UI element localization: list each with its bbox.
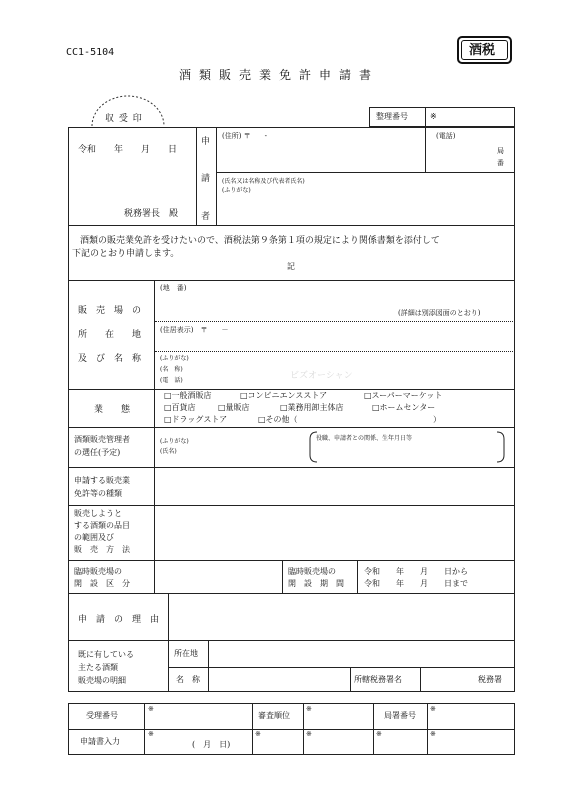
reason-label: 申 請 の 理 由	[78, 615, 160, 625]
shop-furigana[interactable]: (ふりがな)	[160, 355, 189, 362]
biz-other[interactable]: □その他（	[258, 415, 298, 424]
license-label-1: 申請する販売業	[74, 476, 130, 485]
temp-label-2: 開 設 区 分	[74, 579, 130, 588]
existing-label-1: 既に有している	[78, 650, 134, 659]
existing-office-suffix: 税務署	[478, 675, 502, 684]
temp-label-1: 臨時販売場の	[74, 567, 122, 576]
bureau-mark: ※	[430, 705, 436, 713]
chiban-field[interactable]: (地 番)	[160, 284, 187, 292]
ref-no-label: 整理番号	[376, 112, 408, 121]
temp-period-1: 臨時販売場の	[288, 567, 336, 576]
manager-name[interactable]: (氏名)	[160, 448, 177, 455]
existing-name-label: 名 称	[176, 675, 200, 684]
license-label-2: 免許等の種類	[74, 489, 122, 498]
scope-label-1: 販売しようと	[74, 509, 122, 518]
applicant-char-2: 請	[201, 174, 211, 184]
chief-label: 税務署長 殿	[124, 209, 179, 219]
detail-note: (詳細は別添図面のとおり)	[398, 309, 481, 317]
manager-label-1: 酒類販売管理者	[74, 435, 130, 444]
location-label-1: 販 売 場 の	[78, 306, 142, 316]
bureau-label: 局署番号	[384, 711, 416, 720]
biz-department[interactable]: □百貨店	[164, 403, 196, 412]
badge-label: 酒税	[469, 43, 496, 58]
input-mark-5: ※	[430, 730, 436, 738]
input-mark: ※	[148, 730, 154, 738]
temp-period-2: 開 設 期 間	[288, 579, 344, 588]
temp-from[interactable]: 令和 年 月 日から	[364, 567, 468, 576]
order-label: 審査順位	[258, 711, 290, 720]
input-label: 申請書入力	[80, 737, 120, 746]
applicant-char-1: 申	[201, 137, 211, 147]
ref-no-mark: ※	[430, 112, 437, 121]
address-field[interactable]: (住所) 〒 -	[222, 132, 268, 140]
order-mark: ※	[306, 705, 312, 713]
manager-label-2: の選任(予定)	[74, 448, 121, 457]
scope-label-3: の範囲及び	[74, 533, 114, 542]
location-label-3: 及 び 名 称	[78, 354, 142, 364]
ki-label: 記	[287, 262, 295, 271]
existing-location-label: 所在地	[174, 649, 198, 658]
existing-office-label: 所轄税務署名	[354, 675, 402, 684]
input-date[interactable]: ( 月 日)	[192, 740, 231, 749]
biz-homecenter[interactable]: □ホームセンター	[372, 403, 436, 412]
date-field[interactable]: 令和 年 月 日	[78, 145, 178, 155]
name-label: (氏名又は名称及び代表者氏名)	[222, 178, 305, 185]
existing-label-2: 主たる酒類	[78, 663, 118, 672]
biz-wholesale[interactable]: □業務用卸主体店	[280, 403, 344, 412]
watermark: ビズオーシャン	[290, 371, 353, 381]
existing-label-3: 販売場の明細	[78, 676, 126, 685]
biz-mass[interactable]: □量販店	[218, 403, 250, 412]
tax-badge	[457, 36, 512, 64]
input-mark-4: ※	[376, 730, 382, 738]
applicant-char-3: 者	[201, 212, 211, 222]
biz-general[interactable]: □一般酒販店	[164, 391, 212, 400]
stamp-label: 収 受 印	[105, 114, 143, 124]
scope-label-2: する酒類の品目	[74, 521, 130, 530]
biz-supermarket[interactable]: □スーパーマーケット	[364, 391, 443, 400]
biz-convenience[interactable]: □コンビニエンスストア	[240, 391, 328, 400]
location-label-2: 所 在 地	[78, 330, 142, 340]
shop-phone[interactable]: (電 話)	[160, 377, 183, 384]
temp-to[interactable]: 令和 年 月 日まで	[364, 579, 468, 588]
receipt-label: 受理番号	[86, 711, 118, 720]
business-label: 業 態	[94, 405, 131, 415]
phone-label: (電話)	[436, 132, 456, 140]
input-mark-2: ※	[255, 730, 261, 738]
declaration-line2: 下記のとおり申請します。	[72, 249, 180, 259]
scope-label-4: 販 売 方 法	[74, 545, 130, 554]
shop-name[interactable]: (名 称)	[160, 366, 183, 373]
manager-note: 役職、申請者との関係、生年月日等	[316, 435, 413, 442]
input-mark-3: ※	[306, 730, 312, 738]
phone-ban: 番	[497, 159, 504, 167]
biz-drugstore[interactable]: □ドラッグストア	[164, 415, 228, 424]
declaration-line1: 酒類の販売業免許を受けたいので、酒税法第９条第１項の規定により関係書類を添付して	[80, 236, 440, 246]
receipt-mark: ※	[148, 705, 154, 713]
phone-kyoku: 局	[497, 147, 504, 155]
residence-field[interactable]: (住居表示) 〒 －	[160, 326, 229, 334]
manager-furigana[interactable]: (ふりがな)	[160, 438, 189, 445]
form-code: CC1-5104	[66, 47, 115, 58]
biz-other-close: ）	[433, 415, 441, 424]
name-furigana[interactable]: (ふりがな)	[222, 187, 251, 194]
form-title: 酒類販売業免許申請書	[179, 68, 380, 82]
